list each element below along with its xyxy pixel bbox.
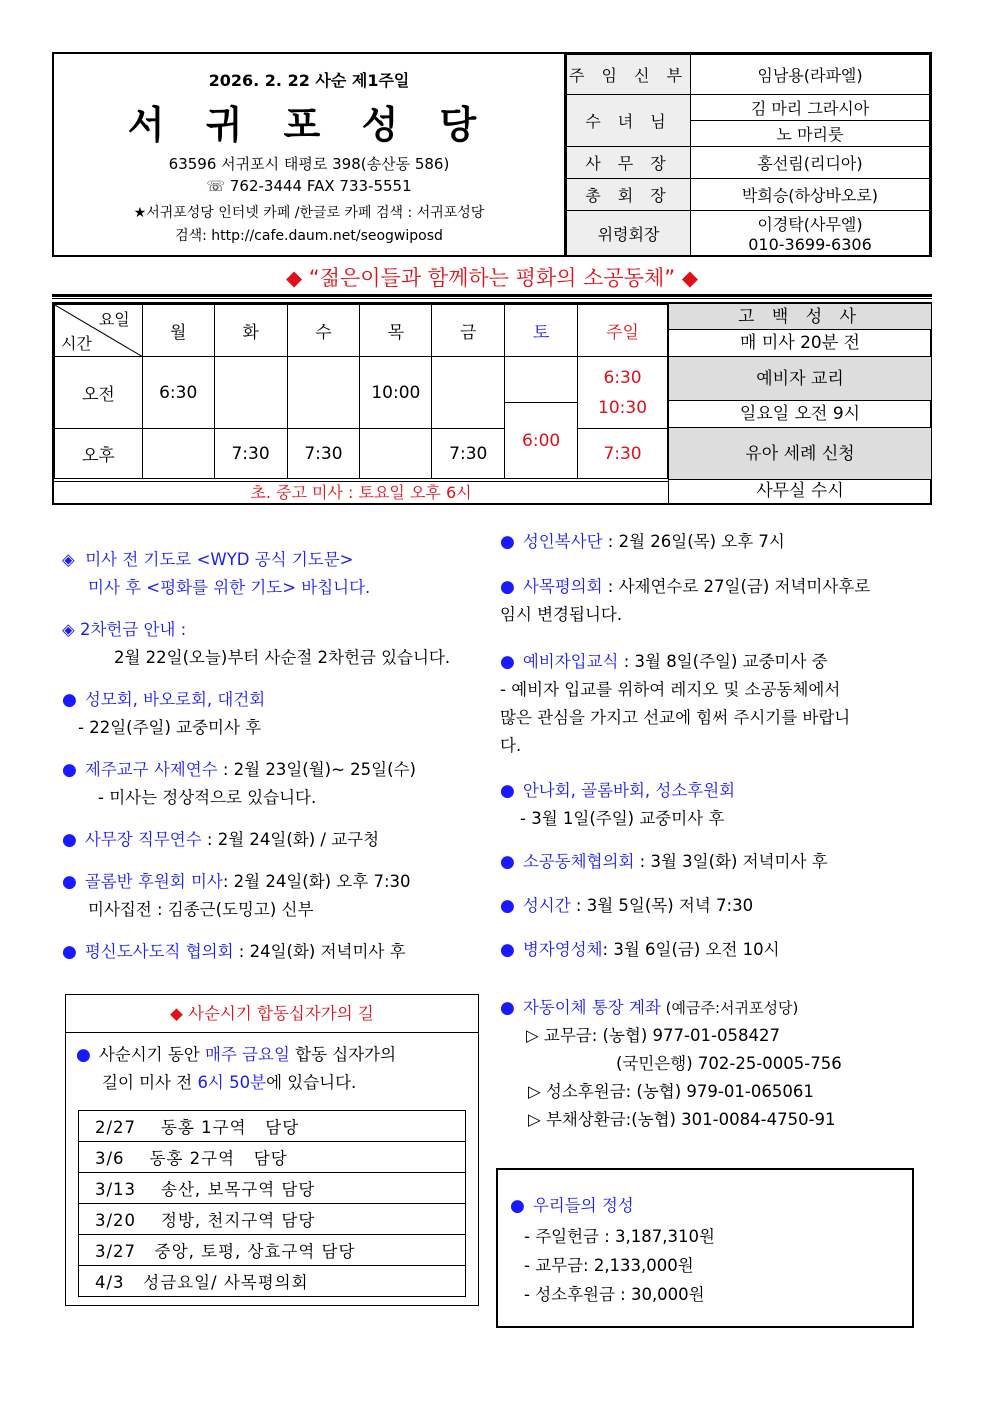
catechumen-notice-body: : 3월 8일(주일) 교중미사 중 [618, 652, 828, 671]
church-phone: ☏ 762-3444 FAX 733-5551 [206, 177, 412, 195]
account-dues-kb: (국민은행) 702-25-0005-756 [616, 1054, 842, 1073]
offering-sunday: - 주일헌금 : 3,187,310원 [524, 1227, 715, 1246]
accounts-notice [500, 994, 925, 1134]
pm-fri: 7:30 [432, 429, 505, 479]
president-role: 총 회 장 [567, 179, 691, 211]
sister-1: 김 마리 그라시아 [691, 95, 930, 121]
prayer-line-2: 미사 후 <평화를 위한 기도> 바칩니다. [88, 578, 371, 597]
community-notice [500, 848, 925, 876]
retreat-title: 제주교구 사제연수 [84, 760, 218, 779]
secretary-notice [62, 826, 482, 854]
mass-schedule-table [54, 304, 668, 479]
staff-table [566, 54, 930, 256]
prayer-notice [62, 546, 482, 602]
cross-desc-c: 합동 십자가의 [289, 1045, 397, 1064]
bullet-icon: ● [76, 1045, 91, 1065]
cross-row: 3/6 동홍 2구역 담당 [79, 1142, 466, 1173]
am-tue [214, 357, 287, 429]
cross-desc-b: 매주 금요일 [204, 1045, 290, 1064]
confession-time: 매 미사 20분 전 [669, 330, 931, 357]
sat-evening: 6:00 [505, 403, 578, 479]
divider [52, 294, 932, 299]
day-wed: 수 [287, 305, 360, 357]
office-name: 홍선림(리디아) [691, 147, 930, 179]
bullet-icon: ● [62, 942, 77, 962]
cross-desc-e: 6시 50분 [197, 1073, 267, 1092]
golumba-presider: 미사집전 : 김종근(도밍고) 신부 [88, 900, 314, 919]
cross-title: ◆ 사순시기 합동십자가의 길 [66, 995, 478, 1033]
cross-schedule-table [78, 1110, 466, 1297]
sick-title: 병자영성체 [522, 940, 603, 959]
cross-row: 4/3 성금요일/ 사목평의회 [79, 1266, 466, 1297]
groups2-body: - 3월 1일(주일) 교중미사 후 [520, 809, 725, 828]
committee-contact [691, 211, 930, 256]
catechumen-line-4: 다. [500, 736, 522, 755]
offering-title: 우리들의 정성 [532, 1196, 634, 1215]
day-tue: 화 [214, 305, 287, 357]
day-mon: 월 [142, 305, 214, 357]
pastoral-title: 사목평의회 [522, 577, 603, 596]
bullet-icon: ● [500, 896, 515, 916]
cross-description [76, 1041, 471, 1097]
sister-2: 노 마리룻 [691, 121, 930, 147]
bullet-icon: ● [500, 940, 515, 960]
am-sun-2: 10:30 [598, 397, 648, 418]
collection-notice [62, 616, 482, 672]
cross-desc-f: 에 있습니다. [266, 1073, 357, 1092]
committee-role: 위령회장 [567, 211, 691, 256]
offering-dues: - 교무금: 2,133,000원 [524, 1256, 694, 1275]
bullet-icon: ● [62, 690, 77, 710]
diamond-bullet-icon: ◈ [62, 620, 75, 639]
bullet-icon: ● [62, 872, 77, 892]
church-name: 서 귀 포 성 당 [127, 103, 491, 147]
sisters-role: 수 녀 님 [567, 95, 691, 147]
pastoral-body-2: 임시 변경됩니다. [500, 605, 623, 624]
office-role: 사 무 장 [567, 147, 691, 179]
bullet-icon: ● [62, 830, 77, 850]
am-label: 오전 [55, 357, 143, 429]
catechumen-time: 일요일 오전 9시 [669, 401, 931, 428]
pm-mon [142, 429, 214, 479]
retreat-body: - 미사는 정상적으로 있습니다. [98, 788, 317, 807]
am-wed [287, 357, 360, 429]
theme-banner: ◆ “젊은이들과 함께하는 평화의 소공동체” ◆ [285, 266, 698, 290]
am-fri [432, 357, 505, 429]
groups2-title: 안나회, 골롬바회, 성소후원회 [522, 781, 736, 800]
golumba-title: 골롬반 후원회 미사 [84, 872, 223, 891]
pm-wed: 7:30 [287, 429, 360, 479]
mass-schedule [52, 302, 932, 505]
prayer-line-1: 미사 전 기도로 <WYD 공식 기도문> [85, 550, 354, 569]
sick-body: : 3월 6일(금) 오전 10시 [602, 940, 780, 959]
pastor-name: 임남용(라파엘) [691, 55, 930, 95]
catechumen-line-3: 많은 관심을 가지고 선교에 힘써 주시기를 바랍니 [500, 708, 851, 727]
president-name: 박희승(하상바오로) [691, 179, 930, 211]
cross-row: 3/13 송산, 보목구역 담당 [79, 1173, 466, 1204]
baptism-time: 사무실 수시 [756, 481, 844, 501]
groups-notice [62, 686, 482, 742]
bullet-icon: ● [500, 852, 515, 872]
account-dues: ▷ 교무금: (농협) 977-01-058427 [526, 1026, 780, 1045]
golumba-notice [62, 868, 482, 924]
catechumen-notice [500, 648, 925, 760]
stations-of-cross-box [65, 994, 479, 1306]
confession-title: 고 백 성 사 [669, 304, 931, 330]
sick-communion-notice [500, 936, 925, 964]
accounts-title: 자동이체 통장 계좌 [522, 998, 661, 1017]
pm-tue: 7:30 [214, 429, 287, 479]
church-info [54, 54, 566, 255]
retreat-date: : 2월 23일(월)~ 25일(수) [217, 760, 416, 779]
holyhour-body: : 3월 5일(목) 저녁 7:30 [570, 896, 754, 915]
adult-title: 성인복사단 [522, 532, 603, 551]
corner-day-label: 요일 [98, 310, 130, 329]
secretary-body: : 2월 24일(화) / 교구청 [201, 830, 380, 849]
baptism-title: 유아 세례 신청 [669, 428, 931, 480]
collection-title: 2차헌금 안내 : [79, 620, 187, 639]
bullet-icon: ● [500, 652, 515, 672]
am-sun [578, 357, 668, 429]
youth-mass-note: 초. 중고 미사 : 토요일 오후 6시 [54, 481, 668, 503]
sacrament-info [668, 304, 930, 503]
pm-thu [360, 429, 432, 479]
bullet-icon: ● [500, 532, 515, 552]
pm-sun: 7:30 [578, 429, 668, 479]
holyhour-title: 성시간 [522, 896, 571, 915]
cross-row: 3/27 중앙, 토평, 상효구역 담당 [79, 1235, 466, 1266]
cross-desc-d: 길이 미사 전 [102, 1073, 198, 1092]
bullet-icon: ● [500, 998, 515, 1018]
am-thu: 10:00 [360, 357, 432, 429]
diamond-bullet-icon: ◈ [62, 550, 75, 569]
bulletin-date: 2026. 2. 22 사순 제1주일 [208, 71, 410, 90]
cross-desc-a: 사순시기 동안 [98, 1045, 205, 1064]
cross-row: 3/20 정방, 천지구역 담당 [79, 1204, 466, 1235]
corner-time-label: 시간 [61, 334, 92, 353]
community-body: : 3월 3일(화) 저녁미사 후 [634, 852, 828, 871]
groups-title: 성모회, 바오로회, 대건회 [84, 690, 266, 709]
pastoral-notice [500, 573, 925, 629]
golumba-body: : 2월 24일(화) 오후 7:30 [222, 872, 411, 891]
cross-row: 2/27 동홍 1구역 담당 [79, 1111, 466, 1142]
bullet-icon: ● [62, 760, 77, 780]
groups-body: - 22일(주일) 교중미사 후 [78, 718, 262, 737]
bullet-icon: ● [500, 781, 515, 801]
community-title: 소공동체협의회 [522, 852, 635, 871]
catechumen-title: 예비자 교리 [669, 357, 931, 401]
lay-title: 평신도사도직 협의회 [84, 942, 234, 961]
bullet-icon: ● [500, 577, 515, 597]
groups2-notice [500, 777, 925, 833]
lay-body: : 24일(화) 저녁미사 후 [233, 942, 406, 961]
adult-body: : 2월 26일(목) 오후 7시 [602, 532, 785, 551]
account-vocation: ▷ 성소후원금: (농협) 979-01-065061 [528, 1082, 814, 1101]
church-address: 63596 서귀포시 태평로 398(송산동 586) [168, 155, 450, 173]
committee-name: 이경탁(사무엘) [757, 215, 863, 234]
day-fri: 금 [432, 305, 505, 357]
cafe-url[interactable]: 검색: http://cafe.daum.net/seogwiposd [175, 228, 443, 244]
secretary-title: 사무장 직무연수 [84, 830, 202, 849]
am-mon: 6:30 [142, 357, 214, 429]
lay-apostolate-notice [62, 938, 482, 966]
cafe-note: ★서귀포성당 인터넷 카페 /한글로 카페 검색 : 서귀포성당 [133, 205, 485, 221]
am-sat [505, 357, 578, 403]
account-debt: ▷ 부채상환금:(농협) 301-0084-4750-91 [528, 1110, 836, 1129]
bulletin-header [52, 52, 932, 257]
day-thu: 목 [360, 305, 432, 357]
pastor-role: 주 임 신 부 [567, 55, 691, 95]
pm-label: 오후 [55, 429, 143, 479]
bullet-icon: ● [510, 1196, 525, 1216]
committee-phone: 010-3699-6306 [748, 235, 872, 254]
day-sun: 주일 [578, 305, 668, 357]
offering-box [496, 1168, 914, 1328]
adult-server-notice [500, 528, 925, 556]
holyhour-notice [500, 892, 925, 920]
accounts-owner: (예금주:서귀포성당) [660, 999, 799, 1017]
offering-vocation: - 성소후원금 : 30,000원 [524, 1285, 705, 1304]
am-sun-1: 6:30 [603, 367, 642, 388]
collection-body: 2월 22일(오늘)부터 사순절 2차헌금 있습니다. [114, 648, 451, 667]
pastoral-body: : 사제연수로 27일(금) 저녁미사후로 [602, 577, 871, 596]
retreat-notice [62, 756, 482, 812]
catechumen-notice-title: 예비자입교식 [522, 652, 619, 671]
schedule-corner [55, 305, 143, 357]
catechumen-line-2: - 예비자 입교를 위하여 레지오 및 소공동체에서 [500, 680, 841, 699]
day-sat: 토 [505, 305, 578, 357]
